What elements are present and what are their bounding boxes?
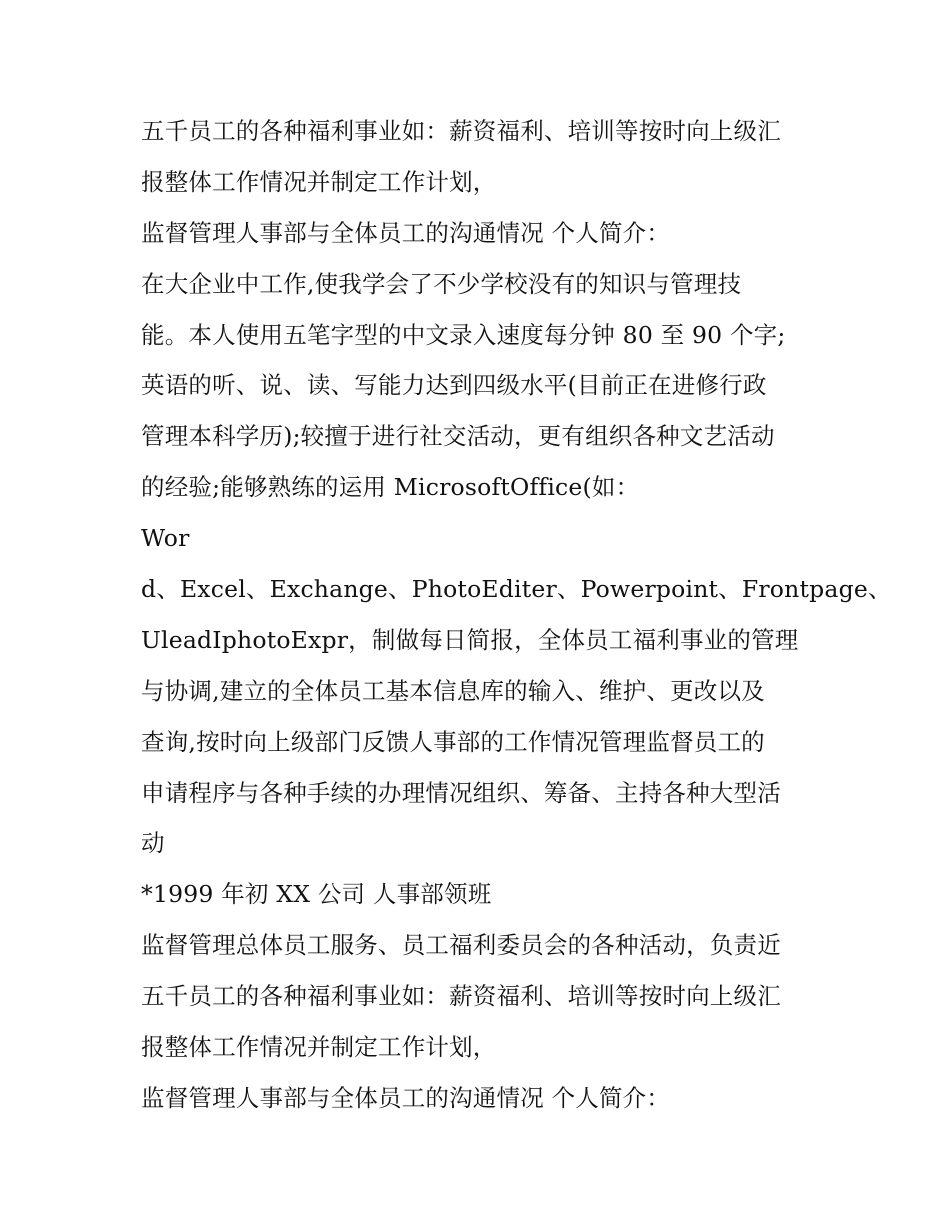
text-line: *1999 年初 XX 公司 人事部领班 bbox=[141, 880, 492, 909]
text-line: 五千员工的各种福利事业如：薪资福利、培训等按时向上级汇 bbox=[141, 982, 781, 1011]
text-line: 动 bbox=[141, 829, 165, 858]
text-line: 的经验;能够熟练的运用 MicrosoftOffice(如： bbox=[141, 473, 640, 502]
document-body bbox=[141, 106, 892, 1124]
text-line: Wor bbox=[141, 524, 190, 553]
text-line: 报整体工作情况并制定工作计划， bbox=[141, 1033, 497, 1062]
text-line: 与协调,建立的全体员工基本信息库的输入、维护、更改以及 bbox=[141, 676, 765, 705]
text-line: 管理本科学历);较擅于进行社交活动，更有组织各种文艺活动 bbox=[141, 422, 775, 451]
text-line: 监督管理人事部与全体员工的沟通情况 个人简介： bbox=[141, 218, 671, 247]
text-line: UleadIphotoExpr，制做每日简报，全体员工福利事业的管理 bbox=[141, 625, 799, 654]
text-line: d、Excel、Exchange、PhotoEditer、Powerpoint、Frontpage、 bbox=[141, 575, 892, 604]
text-line: 报整体工作情况并制定工作计划， bbox=[141, 167, 497, 196]
text-line: 五千员工的各种福利事业如：薪资福利、培训等按时向上级汇 bbox=[141, 117, 781, 145]
text-line: 英语的听、说、读、写能力达到四级水平(目前正在进修行政 bbox=[141, 371, 767, 400]
text-line: 申请程序与各种手续的办理情况组织、筹备、主持各种大型活 bbox=[141, 778, 781, 807]
text-line: 监督管理人事部与全体员工的沟通情况 个人简介： bbox=[141, 1083, 671, 1112]
text-line: 能。本人使用五笔字型的中文录入速度每分钟 80 至 90 个字; bbox=[141, 320, 786, 349]
text-line: 在大企业中工作,使我学会了不少学校没有的知识与管理技 bbox=[141, 269, 742, 298]
text-line: 查询,按时向上级部门反馈人事部的工作情况管理监督员工的 bbox=[141, 727, 765, 756]
text-line: 监督管理总体员工服务、员工福利委员会的各种活动，负责近 bbox=[141, 931, 781, 960]
